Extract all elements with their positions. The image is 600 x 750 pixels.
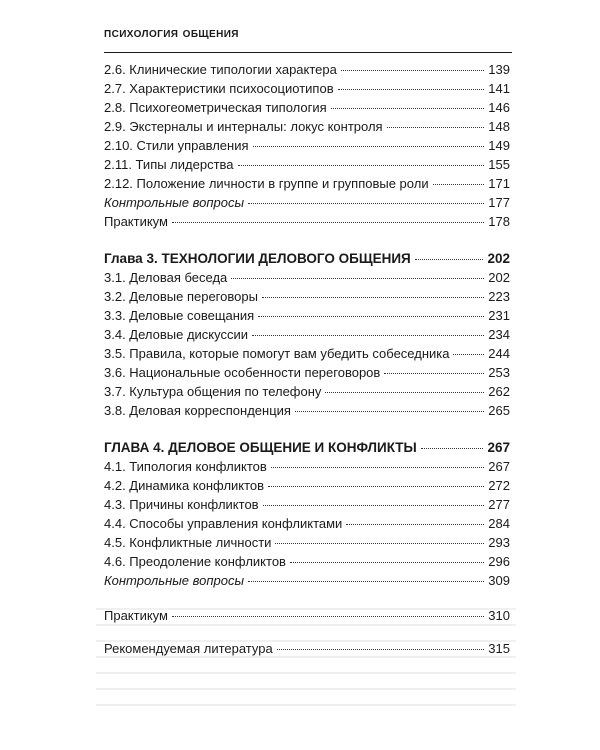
dot-leader: [172, 222, 484, 223]
dot-leader: [262, 297, 484, 298]
toc-entry-page: 139: [488, 62, 510, 77]
show-through-texture: [96, 608, 516, 708]
dot-leader: [341, 70, 484, 71]
toc-entry-title: 3.7. Культура общения по телефону: [104, 384, 322, 399]
toc-entry: [104, 344, 510, 363]
toc-entry-page: 262: [488, 384, 510, 399]
dot-leader: [275, 543, 484, 544]
toc-entry-review-questions: [104, 571, 510, 590]
dot-leader: [248, 581, 484, 582]
toc-entry-page: 202: [488, 270, 510, 285]
toc-entry-title: Практикум: [104, 608, 168, 623]
toc-entry: [104, 98, 510, 117]
dot-leader: [331, 108, 485, 109]
toc-entry: [104, 363, 510, 382]
toc-entry-title: 3.8. Деловая корреспонденция: [104, 403, 291, 418]
toc-entry-title: 2.6. Клинические типологии характера: [104, 62, 337, 77]
toc-entry-title: 2.8. Психогеометрическая типология: [104, 100, 327, 115]
toc-entry-page: 296: [488, 554, 510, 569]
toc-entry-page: 155: [488, 157, 510, 172]
toc-entry-title: 3.5. Правила, которые помогут вам убедить собеседника: [104, 346, 450, 361]
toc-entry: [104, 306, 510, 325]
running-head: психология общения: [104, 24, 239, 40]
toc-entry-title: Рекомендуемая литература: [104, 641, 273, 656]
toc-entry-title: 2.11. Типы лидерства: [104, 157, 234, 172]
toc-entry-title: 4.4. Способы управления конфликтами: [104, 516, 343, 531]
dot-leader: [384, 373, 484, 374]
dot-leader: [421, 448, 484, 449]
toc-entry-page: 244: [488, 346, 510, 361]
toc-entry-page: 178: [488, 214, 510, 229]
toc-entry-page: 231: [488, 308, 510, 323]
chapter-page: 267: [487, 440, 510, 455]
toc-entry-review-questions: [104, 193, 510, 212]
toc-entry-title: 3.3. Деловые совещания: [104, 308, 255, 323]
dot-leader: [263, 505, 485, 506]
toc-entry-page: 310: [488, 608, 510, 623]
dot-leader: [248, 203, 484, 204]
toc-entry-page: 293: [488, 535, 510, 550]
toc-entry: [104, 60, 510, 79]
toc-entry-page: 277: [488, 497, 510, 512]
toc-entry: [104, 476, 510, 495]
toc-entry-title: 2.9. Экстерналы и интерналы: локус контроля: [104, 119, 383, 134]
toc-entry: [104, 533, 510, 552]
dot-leader: [252, 335, 484, 336]
toc-chapter-3: [104, 249, 510, 268]
toc-entry-title: 2.7. Характеристики психосоциотипов: [104, 81, 334, 96]
table-of-contents: [104, 60, 510, 658]
toc-entry-page: 315: [488, 641, 510, 656]
dot-leader: [231, 278, 484, 279]
toc-entry-page: 146: [488, 100, 510, 115]
toc-entry-page: 148: [488, 119, 510, 134]
dot-leader: [271, 467, 484, 468]
chapter-page: 202: [487, 251, 510, 266]
dot-leader: [258, 316, 484, 317]
dot-leader: [387, 127, 485, 128]
toc-entry-title: 3.6. Национальные особенности переговоров: [104, 365, 381, 380]
toc-entry: [104, 268, 510, 287]
toc-entry-page: 223: [488, 289, 510, 304]
toc-entry: [104, 155, 510, 174]
toc-entry-page: 284: [488, 516, 510, 531]
toc-entry: [104, 457, 510, 476]
dot-leader: [268, 486, 484, 487]
toc-entry-title: 3.2. Деловые переговоры: [104, 289, 258, 304]
toc-entry-page: 253: [488, 365, 510, 380]
chapter-title: Глава 3. ТЕХНОЛОГИИ ДЕЛОВОГО ОБЩЕНИЯ: [104, 251, 411, 266]
toc-entry: [104, 174, 510, 193]
toc-entry-page: 234: [488, 327, 510, 342]
toc-entry: [104, 552, 510, 571]
dot-leader: [415, 259, 484, 260]
dot-leader: [433, 184, 485, 185]
toc-entry-page: 272: [488, 478, 510, 493]
dot-leader: [238, 165, 485, 166]
toc-entry: [104, 136, 510, 155]
toc-entry-title: 3.1. Деловая беседа: [104, 270, 228, 285]
toc-entry-page: 177: [488, 195, 510, 210]
toc-entry-title: 4.1. Типология конфликтов: [104, 459, 267, 474]
toc-entry: [104, 495, 510, 514]
toc-entry-title: Контрольные вопросы: [104, 195, 245, 210]
toc-entry-practicum: [104, 212, 510, 231]
toc-entry-title: 4.3. Причины конфликтов: [104, 497, 259, 512]
toc-entry-title: 4.2. Динамика конфликтов: [104, 478, 265, 493]
toc-entry-title: 4.5. Конфликтные личности: [104, 535, 272, 550]
toc-entry-page: 265: [488, 403, 510, 418]
toc-entry: [104, 79, 510, 98]
toc-entry-page: 149: [488, 138, 510, 153]
toc-entry-title: 2.10. Стили управления: [104, 138, 249, 153]
toc-entry-title: Практикум: [104, 214, 168, 229]
toc-entry: [104, 325, 510, 344]
toc-chapter-4: [104, 438, 510, 457]
dot-leader: [290, 562, 484, 563]
dot-leader: [325, 392, 484, 393]
dot-leader: [346, 524, 484, 525]
toc-entry-page: 267: [488, 459, 510, 474]
toc-entry-page: 309: [488, 573, 510, 588]
toc-entry-title: Контрольные вопросы: [104, 573, 245, 588]
toc-entry-title: 4.6. Преодоление конфликтов: [104, 554, 286, 569]
chapter-title: ГЛАВА 4. ДЕЛОВОЕ ОБЩЕНИЕ И КОНФЛИКТЫ: [104, 440, 417, 455]
toc-entry: [104, 401, 510, 420]
dot-leader: [253, 146, 485, 147]
dot-leader: [338, 89, 485, 90]
dot-leader: [453, 354, 484, 355]
header-rule: [104, 52, 512, 53]
toc-entry-page: 141: [488, 81, 510, 96]
toc-entry: [104, 382, 510, 401]
dot-leader: [295, 411, 484, 412]
toc-entry-title: 2.12. Положение личности в группе и групповые роли: [104, 176, 429, 191]
toc-entry: [104, 117, 510, 136]
toc-entry-title: 3.4. Деловые дискуссии: [104, 327, 249, 342]
toc-entry: [104, 514, 510, 533]
toc-entry: [104, 287, 510, 306]
toc-entry-page: 171: [488, 176, 510, 191]
